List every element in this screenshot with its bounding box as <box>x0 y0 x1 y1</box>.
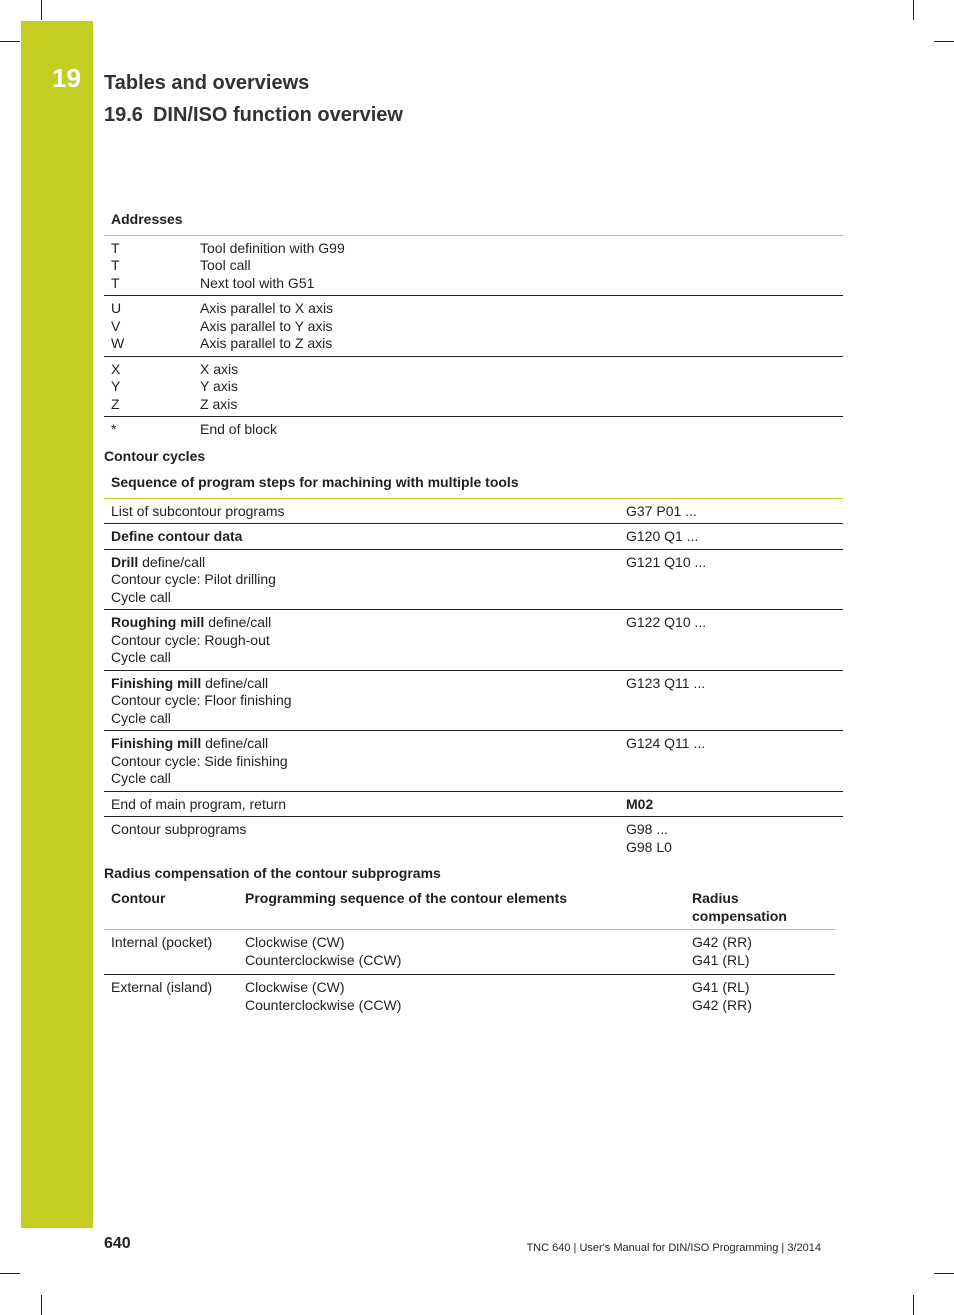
table-row <box>104 817 843 859</box>
address-value: End of block <box>200 421 278 437</box>
compensation-line: G41 (RL) <box>692 979 750 995</box>
step-code: G121 Q10 ... <box>626 553 707 570</box>
crop-mark <box>913 1295 914 1315</box>
step-cycle: Contour cycle: Rough-out <box>111 631 270 648</box>
step-code: G120 Q1 ... <box>626 528 699 544</box>
step-code: G123 Q11 ... <box>626 674 706 691</box>
chapter-sidebar <box>21 21 93 1228</box>
address-group <box>104 236 843 297</box>
section-title <box>104 104 403 127</box>
address-value: X axis <box>200 360 239 377</box>
chapter-number: 19 <box>52 63 81 93</box>
sequence-line: Clockwise (CW) <box>245 979 345 995</box>
crop-mark <box>41 1295 42 1315</box>
address-group <box>104 296 843 357</box>
column-header-line: Radius <box>692 890 739 906</box>
step-cycle: Contour cycle: Side finishing <box>111 752 288 769</box>
address-key: X <box>111 360 121 377</box>
step-call: Cycle call <box>111 649 171 665</box>
column-header-line: compensation <box>692 907 787 924</box>
step-action: define/call <box>204 614 272 630</box>
address-value: Axis parallel to X axis <box>200 300 334 316</box>
step-cycle: Contour cycle: Pilot drilling <box>111 571 276 587</box>
address-key: W <box>111 335 125 351</box>
step-cycle: Contour cycle: Floor finishing <box>111 692 292 708</box>
step-label: List of subcontour programs <box>111 502 285 519</box>
column-header-sequence: Programming sequence of the contour elements <box>245 890 568 906</box>
compensation-cell <box>685 979 835 1014</box>
address-key: Z <box>111 395 120 412</box>
crop-mark <box>934 1273 954 1274</box>
step-label <box>104 675 619 728</box>
address-value: Tool call <box>200 257 251 273</box>
sequence-table <box>104 468 843 859</box>
table-row <box>104 731 843 792</box>
table-row <box>104 792 843 818</box>
address-group <box>104 357 843 418</box>
table-row <box>104 550 843 611</box>
crop-mark <box>0 1273 20 1274</box>
address-key: * <box>111 421 117 437</box>
compensation-line: G41 (RL) <box>692 951 750 968</box>
step-tool: Roughing mill <box>111 614 205 630</box>
page-number: 640 <box>104 1235 131 1252</box>
radius-compensation-heading: Radius compensation of the contour subprograms <box>104 865 441 881</box>
crop-mark <box>0 41 20 42</box>
column-header-contour: Contour <box>111 890 166 906</box>
section-name: DIN/ISO function overview <box>152 104 403 126</box>
address-key: T <box>111 257 120 273</box>
sequence-cell <box>238 934 685 969</box>
step-action: define/call <box>138 553 206 570</box>
crop-mark <box>934 41 954 42</box>
crop-mark <box>913 0 914 20</box>
step-tool: Finishing mill <box>111 735 202 751</box>
table-row <box>104 524 843 550</box>
contour-type: Internal (pocket) <box>111 934 213 950</box>
step-label: Define contour data <box>111 528 243 544</box>
address-key: T <box>111 274 120 291</box>
table-row <box>104 671 843 732</box>
section-number: 19.6 <box>104 104 143 126</box>
step-call: Cycle call <box>111 709 171 726</box>
step-code-line: G98 ... <box>626 821 669 837</box>
contour-type: External (island) <box>111 979 213 995</box>
address-key: V <box>111 317 121 334</box>
sequence-cell <box>238 979 685 1014</box>
step-tool: Finishing mill <box>111 674 202 691</box>
sequence-table-title: Sequence of program steps for machining with multiple tools <box>104 468 843 499</box>
compensation-cell <box>685 934 835 969</box>
step-code: G124 Q11 ... <box>626 735 706 751</box>
address-group <box>104 417 843 442</box>
address-value: Z axis <box>200 395 238 412</box>
compensation-line: G42 (RR) <box>692 934 752 950</box>
crop-mark <box>41 0 42 20</box>
step-code: G37 P01 ... <box>626 502 697 519</box>
sequence-line: Counterclockwise (CCW) <box>245 951 402 968</box>
compensation-line: G42 (RR) <box>692 996 752 1013</box>
step-label <box>104 735 619 788</box>
address-value: Axis parallel to Y axis <box>200 317 333 334</box>
step-code <box>619 821 843 856</box>
sequence-line: Counterclockwise (CCW) <box>245 996 402 1013</box>
address-key: T <box>111 239 120 256</box>
table-row <box>104 930 835 975</box>
addresses-table-title: Addresses <box>104 205 843 236</box>
step-code-line: G98 L0 <box>626 838 672 855</box>
chapter-title: Tables and overviews <box>104 72 310 94</box>
table-row <box>104 975 835 1019</box>
step-tool: Drill <box>111 553 139 570</box>
step-call: Cycle call <box>111 588 171 605</box>
step-label: End of main program, return <box>111 795 287 812</box>
table-row <box>104 499 843 525</box>
radius-table-header <box>104 884 835 930</box>
table-row <box>104 610 843 671</box>
address-value: Next tool with G51 <box>200 274 315 291</box>
step-label <box>104 554 619 607</box>
footer-text: TNC 640 | User's Manual for DIN/ISO Programming | 3/2014 <box>526 1242 821 1254</box>
step-call: Cycle call <box>111 770 171 786</box>
step-action: define/call <box>201 674 269 691</box>
sequence-line: Clockwise (CW) <box>245 934 345 950</box>
column-header-compensation <box>685 890 835 925</box>
address-value: Tool definition with G99 <box>200 239 345 256</box>
addresses-table <box>104 205 843 442</box>
step-label <box>104 614 619 667</box>
radius-table <box>104 884 835 1019</box>
address-key: Y <box>111 378 121 394</box>
contour-cycles-heading: Contour cycles <box>104 448 206 464</box>
step-code: G122 Q10 ... <box>626 614 707 630</box>
step-action: define/call <box>201 735 269 751</box>
address-key: U <box>111 300 122 316</box>
step-code: M02 <box>626 795 654 812</box>
address-value: Axis parallel to Z axis <box>200 335 333 351</box>
step-label: Contour subprograms <box>111 821 247 837</box>
address-value: Y axis <box>200 378 238 394</box>
